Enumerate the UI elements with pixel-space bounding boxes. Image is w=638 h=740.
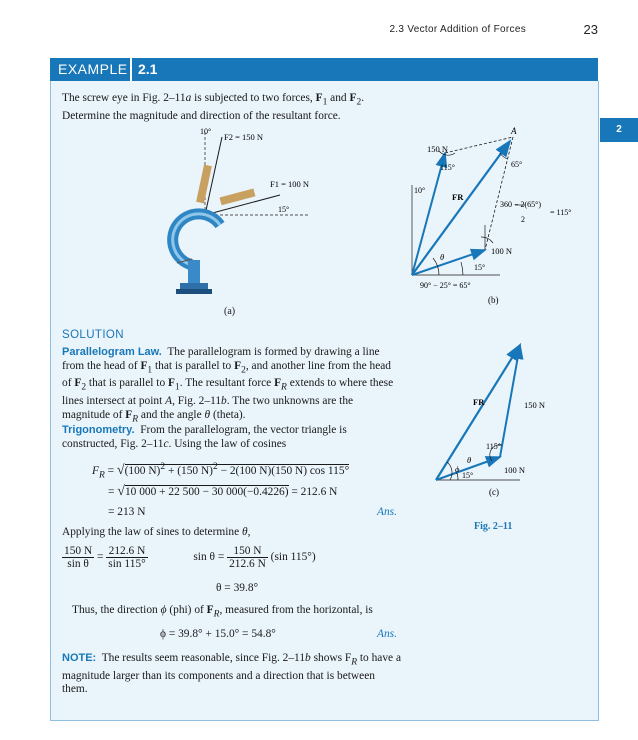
fig-c-a115: 115° (486, 442, 501, 451)
fig-b-A: A (511, 126, 517, 136)
fig-b-eq3: = 115° (550, 208, 572, 217)
theta-result: θ = 39.8° (216, 582, 259, 594)
sines-equation: $\frac{150 N}{\text{sin θ}}$ = $\frac{212.6 N}{\sin 115^\circ}$ sin θ = $\frac{150 N}{212.6 N}$ (sin 115°) (64, 545, 316, 570)
example-banner (50, 58, 598, 81)
figure-caption: Fig. 2–11 (474, 521, 513, 532)
section-title: 2.3 Vector Addition of Forces (389, 24, 526, 35)
sines-d2: sin 115° (108, 558, 146, 570)
fig-c-f150: 150 N (524, 400, 546, 410)
figure-c (420, 335, 590, 505)
sines-n2: 212.6 N (106, 545, 147, 558)
phi-equation: ϕ = 39.8° + 15.0° = 54.8° (160, 628, 276, 640)
figure-a (150, 125, 330, 325)
paragraph-trigonometry: Trigonometry. From the parallelogram, the vector triangle is constructed, Fig. 2–11c. Using the law of cosines (62, 424, 347, 450)
fig-b-a10: 10° (414, 186, 426, 195)
fig-a-ang15: 15° (278, 205, 290, 214)
sines-lhs: sin θ = (193, 551, 225, 564)
fig-b-f150: 150 N (427, 144, 449, 154)
fig-b-bottom: 90° − 25° = 65° (420, 281, 471, 290)
example-label: EXAMPLE (58, 61, 128, 77)
figure-b (395, 125, 595, 315)
note-paragraph: NOTE: The results seem reasonable, since Fig. 2–11b shows $F_R$ to have a magnitude larger than its components and a direction that is between them. (62, 652, 402, 696)
sines-d1: sin θ (67, 558, 89, 570)
fig-b-f100: 100 N (491, 246, 513, 256)
answer-marker-2: Ans. (377, 628, 397, 640)
phi-intro: Thus, the direction ϕ (phi) of $F_R$, measured from the horizontal, is (72, 604, 373, 620)
intro-text: The screw eye in Fig. 2–11a is subjected to two forces, $F_1$ and $F_2$. Determine the magnitude and direction of the resultant force. (62, 92, 365, 122)
fig-a-f1: F1 = 100 N (270, 179, 310, 189)
paragraph-parallelogram: Parallelogram Law. The parallelogram is formed by drawing a line from the head of $F_1$ that is parallel to $F_2$, and another line from the head of $F_2$ that is parallel to $F_1$. The resultant force $F_R$ extends to where these lines intersect at point A, Fig. 2–11b. The two unknowns are the magnitude of $F_R$ and the angle θ (theta). (62, 346, 394, 425)
fig-b-a115: 115° (440, 163, 455, 172)
note-label: NOTE: (62, 652, 97, 664)
sines-d3: 212.6 N (229, 558, 266, 570)
sines-n1: 150 N (64, 545, 93, 557)
page-number: 23 (583, 22, 598, 37)
fig-a-ang10: 10° (200, 127, 212, 136)
running-header (0, 24, 638, 40)
sines-rhs: (sin 115°) (270, 551, 316, 564)
fig-c-a15: 15° (462, 471, 474, 480)
fig-b-a65: 65° (511, 160, 523, 169)
label-trigonometry: Trigonometry. (62, 424, 135, 436)
fig-b-eq2: 2 (521, 215, 525, 224)
fig-b-eq1: 360 − 2(65°) (500, 200, 542, 209)
fig-b-caption: (b) (488, 295, 499, 305)
fig-a-f2: F2 = 150 N (224, 132, 264, 142)
chapter-tab: 2 (600, 118, 638, 142)
fig-c-FR: FR (473, 397, 485, 407)
fig-a-caption: (a) (224, 306, 236, 317)
equation-2: = √10 000 + 22 500 − 30 000(−0.4226) = 212.6 N (108, 484, 338, 499)
sines-intro: Applying the law of sines to determine θ, (62, 526, 251, 538)
example-number: 2.1 (130, 58, 157, 81)
label-parallelogram: Parallelogram Law. (62, 346, 162, 358)
fig-b-FR: FR (452, 192, 464, 202)
fig-c-phi: ϕ (455, 464, 460, 474)
fig-c-f100: 100 N (504, 465, 526, 475)
answer-marker-1: Ans. (377, 506, 397, 518)
fig-c-caption: (c) (489, 487, 499, 497)
fig-c-theta: θ (467, 455, 472, 465)
equation-1: $F_R = √(100$ N)$^2$ + (150 N)$^2$ − 2(100 N)(150 N) cos 115° (92, 462, 350, 481)
equation-3: = 213 N (108, 506, 146, 518)
fig-b-a15: 15° (474, 263, 486, 272)
solution-heading: SOLUTION (62, 329, 124, 341)
sines-n3: 150 N (227, 545, 268, 558)
fig-b-theta: θ (440, 252, 445, 262)
